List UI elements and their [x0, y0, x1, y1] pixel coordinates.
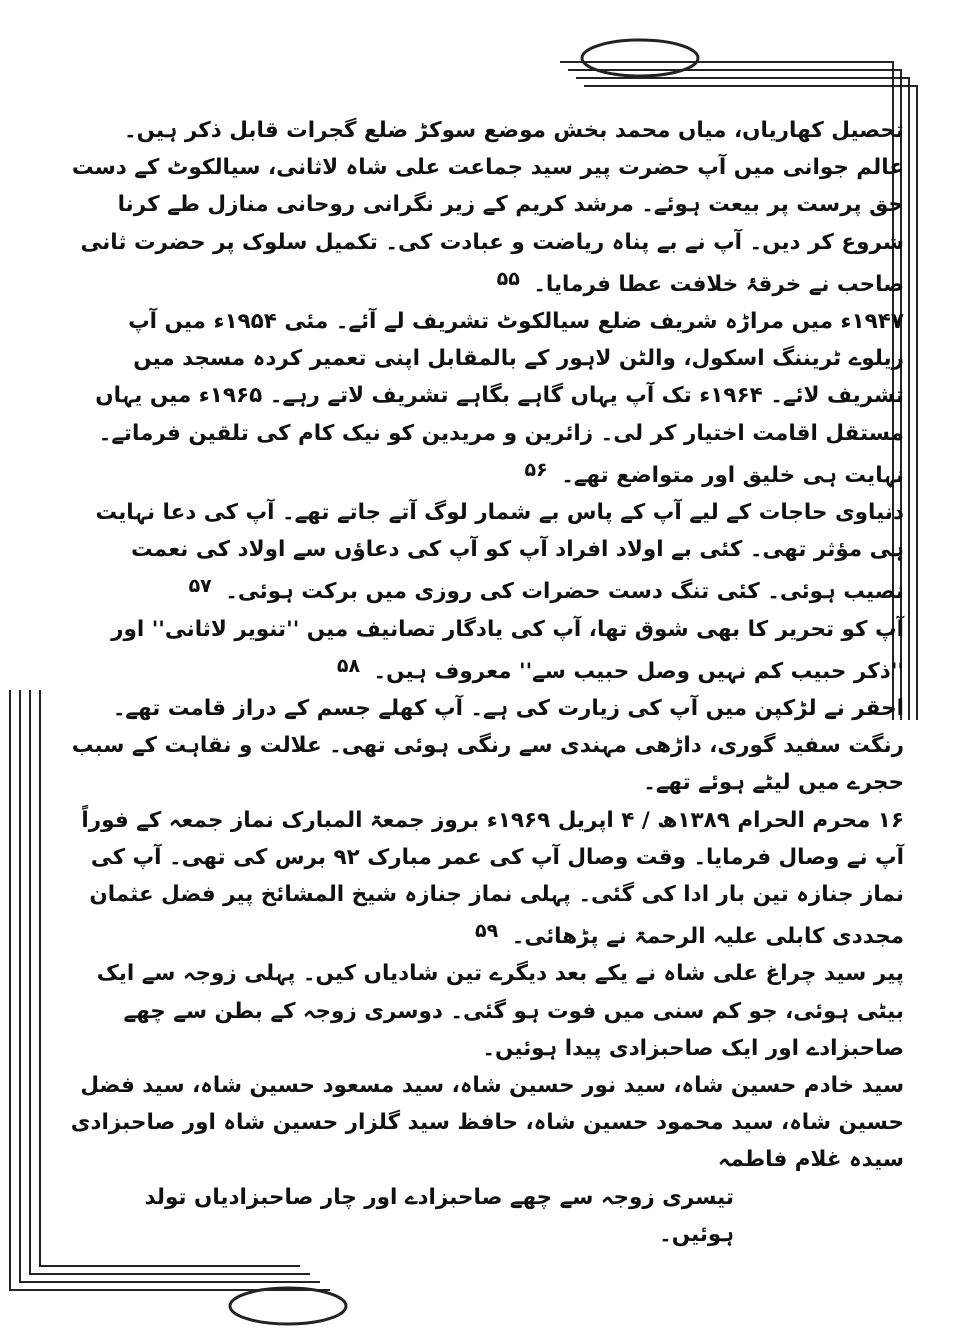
paragraph-2	[66, 149, 904, 303]
paragraph-7	[66, 802, 904, 956]
paragraph-3-text: ۱۹۴۷ء میں مراڑہ شریف ضلع سیالکوٹ تشریف لے آئے۔ مئی ۱۹۵۴ء میں آپ ریلوے ٹریننگ اسکول، والٹن لاہور کے بالمقابل اپنی تعمیر کردہ مسجد میں تشریف لائے۔ ۱۹۶۴ء تک آپ یہاں گاہے بگاہے تشریف لاتے رہے۔ ۱۹۶۵ء میں یہاں مستقل اقامت اختیار کر لی۔ زائرین و مریدین کو نیک کام کی تلقین فرماتے۔ نہایت ہی خلیق اور متواضع تھے۔	[95, 309, 904, 488]
footnote-ref-59: ۵۹	[475, 920, 499, 943]
paragraph-8	[66, 955, 904, 1067]
paragraph-3	[66, 303, 904, 494]
paragraph-6-text: احقر نے لڑکپن میں آپ کی زیارت کی ہے۔ آپ کھلے جسم کے دراز قامت تھے۔ رنگت سفید گوری، داڑھی مہندی سے رنگی ہوئی تھی۔ علالت و نقاہت کے سبب حجرے میں لیٹے ہوئے تھے۔	[71, 696, 904, 796]
paragraph-9	[66, 1067, 904, 1179]
footnote-ref-55: ۵۵	[496, 267, 520, 290]
footnote-ref-56: ۵۶	[524, 458, 548, 481]
paragraph-4	[66, 494, 904, 611]
footnote-ref-58: ۵۸	[336, 654, 361, 677]
paragraph-8-text: پیر سید چراغ علی شاہ نے یکے بعد دیگرے تین شادیاں کیں۔ پہلی زوجہ سے ایک بیٹی ہوئی، جو کم سنی میں فوت ہو گئی۔ دوسری زوجہ کے بطن سے چھے صاحبزادے اور ایک صاحبزادی پیدا ہوئیں۔	[96, 961, 904, 1061]
paragraph-9-text: سید خادم حسین شاہ، سید نور حسین شاہ، سید مسعود حسین شاہ، سید فضل حسین شاہ، سید محمود حسین شاہ، حافظ سید گلزار حسین شاہ اور صاحبزادی سیدہ غلام فاطمہ	[70, 1073, 904, 1173]
paragraph-5	[66, 611, 904, 690]
footnote-ref-57: ۵۷	[188, 575, 212, 598]
paragraph-1-text: تحصیل کھاریاں، میاں محمد بخش موضع سوکڑ ضلع گجرات قابل ذکر ہیں۔	[124, 118, 904, 143]
paragraph-4-text: دنیاوی حاجات کے لیے آپ کے پاس بے شمار لوگ آتے جاتے تھے۔ آپ کی دعا نہایت ہی مؤثر تھی۔ کئی بے اولاد افراد آپ کو آپ کی دعاؤں سے اولاد کی نعمت نصیب ہوئی۔ کئی تنگ دست حضرات کی روزی میں برکت ہوئی۔	[95, 500, 904, 605]
paragraph-7-text: ۱۶ محرم الحرام ۱۳۸۹ھ / ۴ اپریل ۱۹۶۹ء بروز جمعۃ المبارک نماز جمعہ کے فوراً آپ نے وصال فرمایا۔ وقت وصال آپ کی عمر مبارک ۹۲ برس کی تھی۔ آپ کی نماز جنازہ تین بار ادا کی گئی۔ پہلی نماز جنازہ شیخ المشائخ پیر فضل عثمان مجددی کابلی علیہ الرحمۃ نے پڑھائی۔	[81, 807, 904, 950]
paragraph-10	[66, 1179, 904, 1253]
paragraph-6	[66, 690, 904, 802]
page-text	[66, 112, 904, 1253]
paragraph-10-text: تیسری زوجہ سے چھے صاحبزادے اور چار صاحبزادیاں تولد ہوئیں۔	[144, 1184, 734, 1247]
paragraph-5-text: آپ کو تحریر کا بھی شوق تھا، آپ کی یادگار تصانیف میں ''تنویر لاثانی'' اور ''ذکر حبیب کم نہیں وصل حبیب سے'' معروف ہیں۔	[111, 616, 904, 684]
paragraph-2-text: عالم جوانی میں آپ حضرت پیر سید جماعت علی شاہ لاثانی، سیالکوٹ کے دست حق پرست پر بیعت ہوئے۔ مرشد کریم کے زیر نگرانی روحانی منازل طے کرنا شروع کر دیں۔ آپ نے بے پناہ ریاضت و عبادت کی۔ تکمیل سلوک پر حضرت ثانی صاحب نے خرقۂ خلافت عطا فرمایا۔	[71, 155, 904, 297]
paragraph-1	[66, 112, 904, 149]
